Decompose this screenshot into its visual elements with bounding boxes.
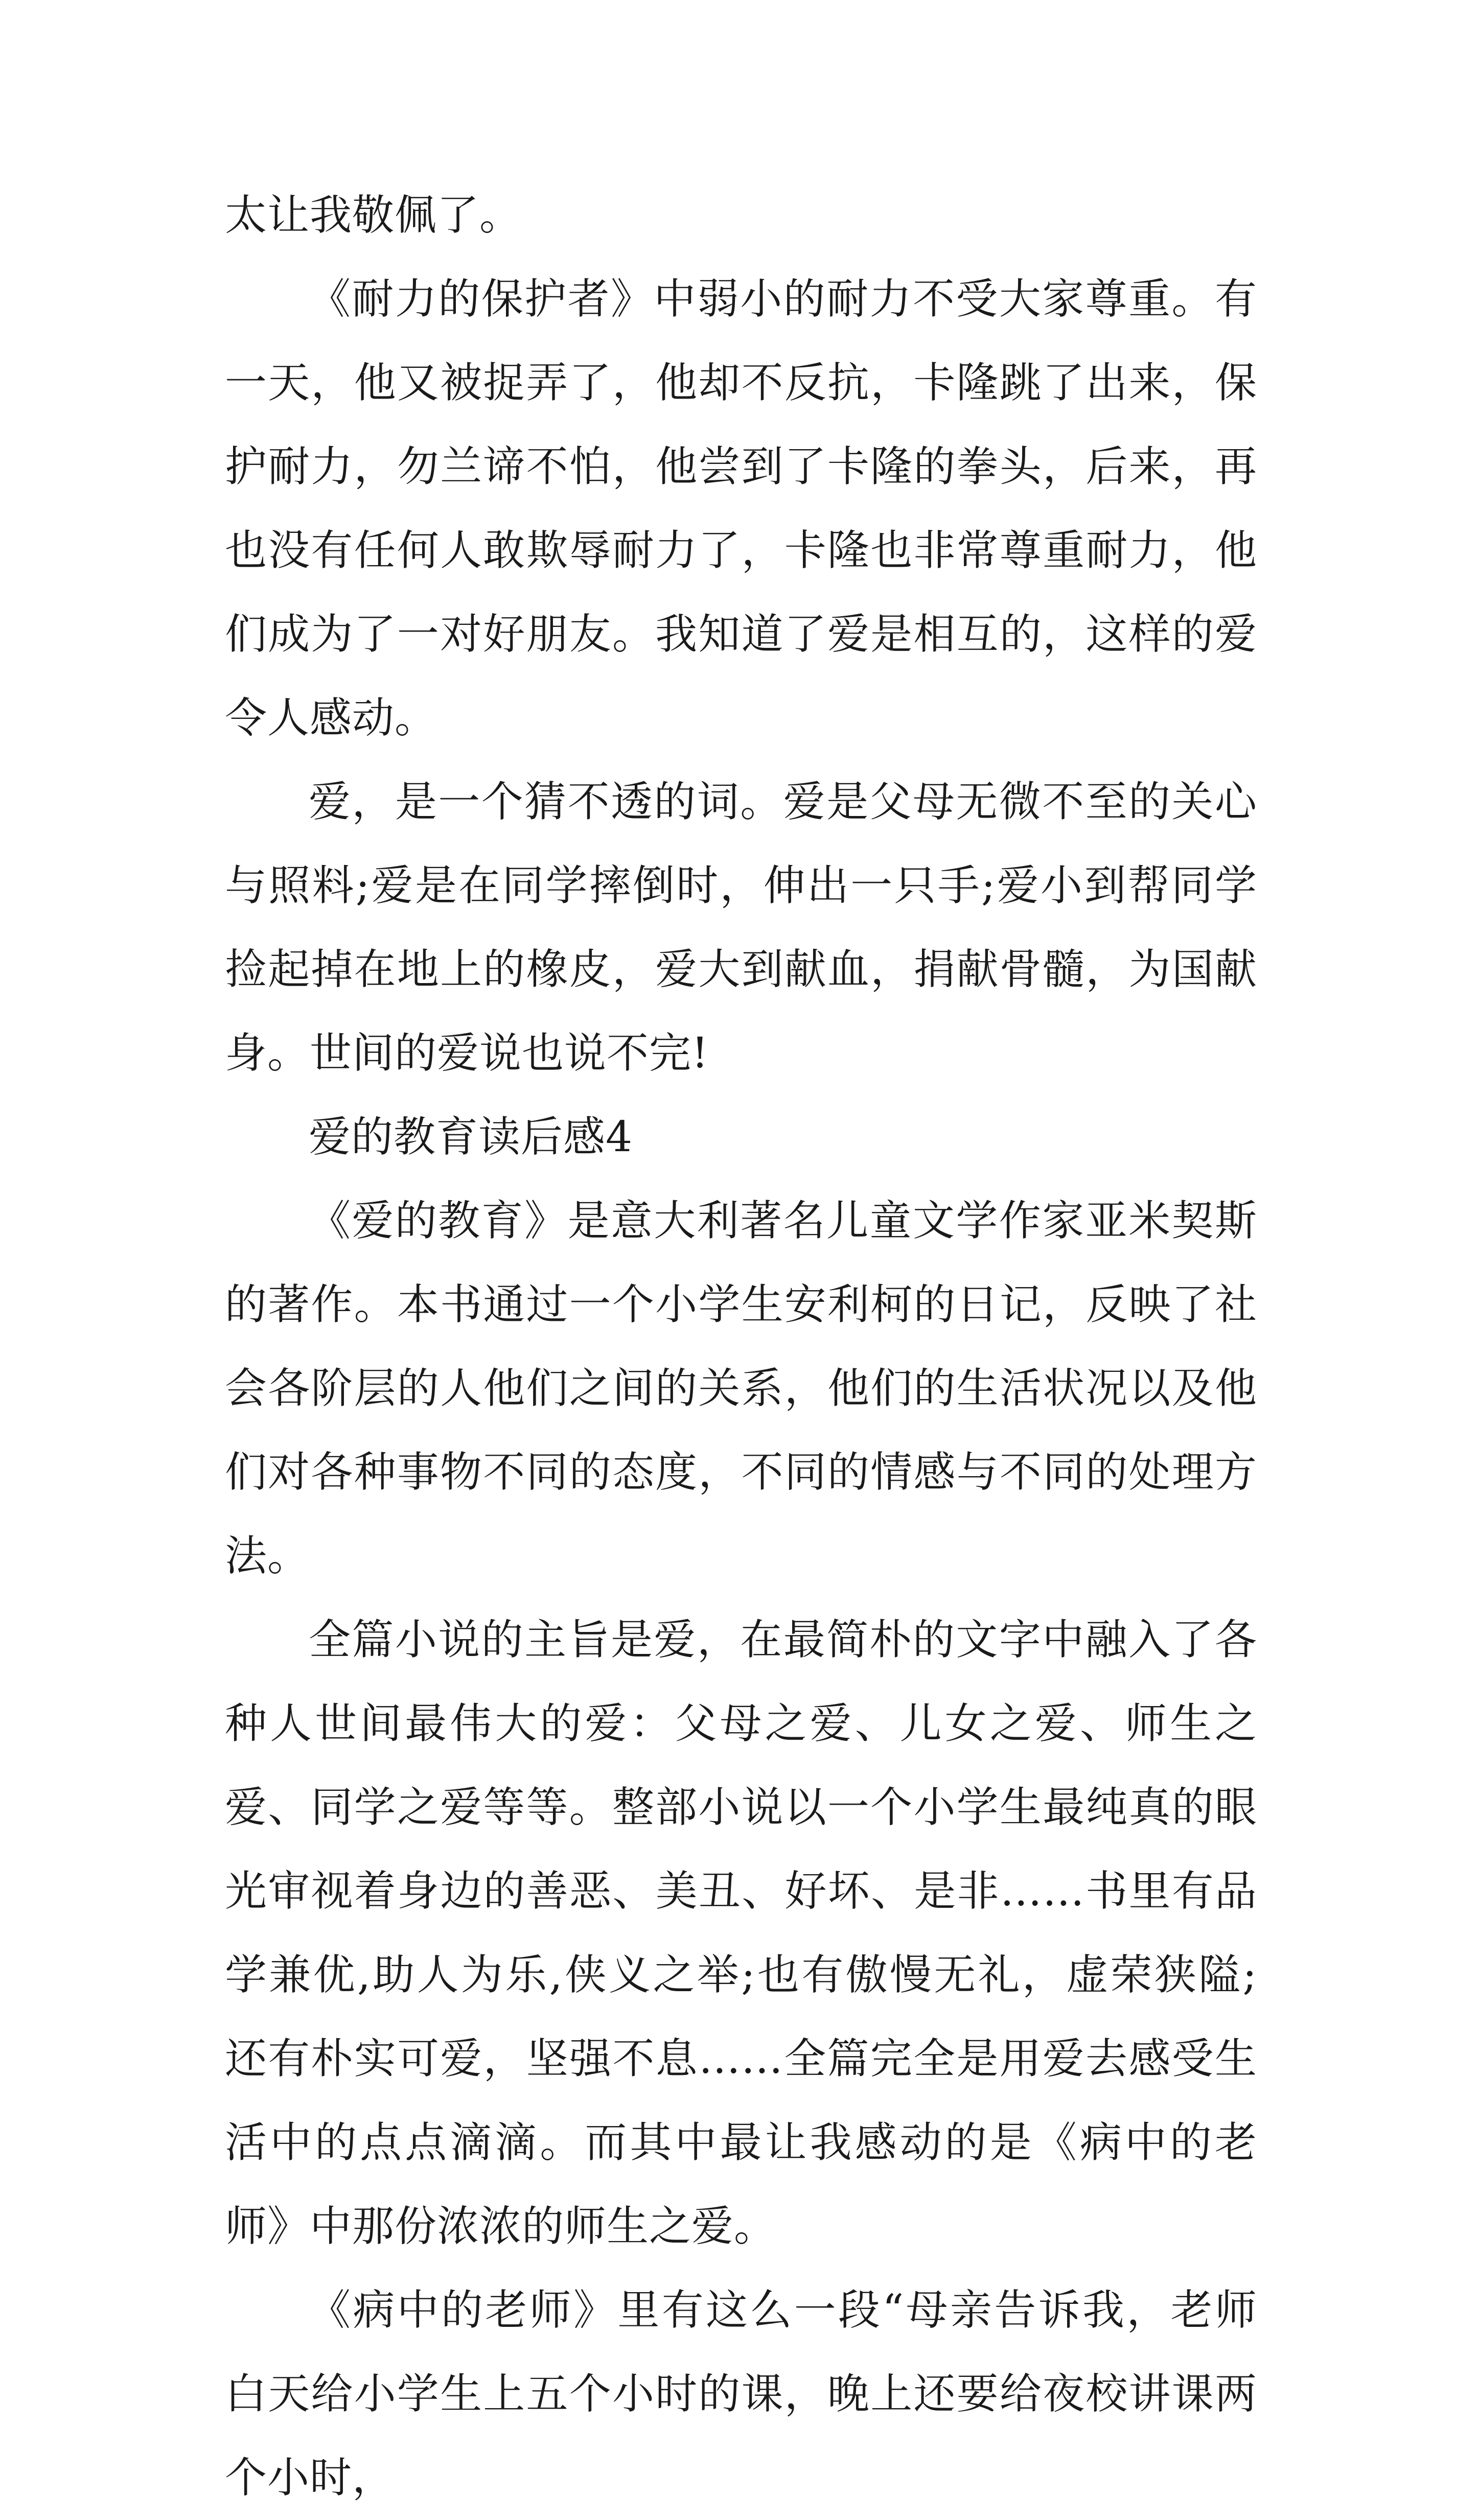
paragraph-sick-teacher: 《病中的老师》里有这么一段“母亲告诉我，老师白天给小学生上五个小时的课，晚上还要给夜校讲课两个小时， xyxy=(225,2286,1257,2502)
document-body xyxy=(225,174,1257,2520)
paragraph-continuation: 太让我敬佩了。 xyxy=(225,191,522,240)
paragraph-love-definition: 爱，是一个猜不透的词。爱是父母无微不至的关心与照料;爱是在同学摔倒时，伸出一只手;爱小到帮同学捡起掉在地上的橡皮，爱大到献血，捐献骨髓，为国献身。世间的爱说也说不完! xyxy=(225,778,1257,1078)
paragraph-book-intro: 《爱的教育》是意大利著名儿童文学作家亚米契斯的著作。本书通过一个小学生安利柯的日记，反映了社会各阶层的人他们之间的关系，他们的生活状况以及他们对各种事物不同的态度，不同的情感与不同的处理方法。 xyxy=(225,1197,1257,1580)
paragraph-theme: 全篇小说的主旨是爱，在最简朴的文字中融入了各种人世间最伟大的爱：父母之爱、儿女之爱、师生之爱、同学之爱等等。整部小说以一个小学生最纯真的眼光审视着身边的善恶、美丑、好坏、是非……书里有品学兼优,助人为乐,侠义之举;也有傲慢无礼，虚荣狭隘;还有朴实可爱，坚强不息……全篇完全是用爱去感受生活中的点点滴滴。而其中最让我感动的是《病中的老师》中那份浓浓的师生之爱。 xyxy=(225,1616,1257,2251)
section-heading: 爱的教育读后感4 xyxy=(309,1113,633,1161)
paragraph-protector-story: 《耐力的保护者》中弱小的耐力不受大家尊重。有一天，他又被捉弄了，他却不反抗，卡隆跳了出来，保护耐力，勿兰谛不怕，他尝到了卡隆的拳头，后来，再也没有任何人敢欺辱耐力了，卡隆也非常尊重耐力，他们成为了一对好朋友。我知道了爱是相互的，这样的爱令人感动。 xyxy=(225,275,1257,742)
